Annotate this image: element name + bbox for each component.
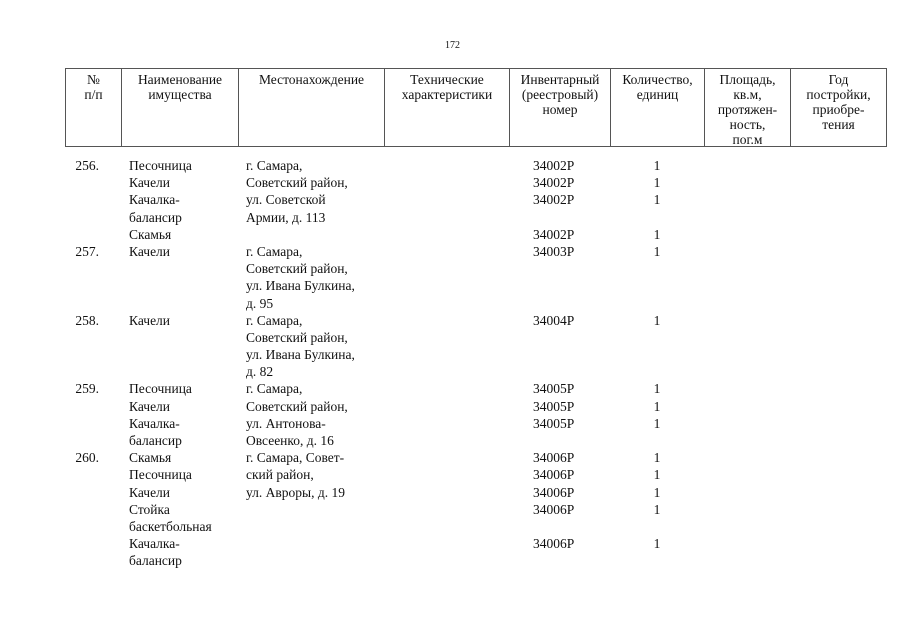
location [238, 157, 384, 243]
quantity-line [610, 277, 704, 294]
item-name-line [129, 363, 238, 380]
location-line [246, 552, 384, 569]
item-name-line: Песочница [129, 381, 192, 397]
table-row [65, 243, 886, 312]
inventory-number-line: 34005Р [533, 398, 575, 414]
table-row [65, 380, 886, 449]
item-name-line [129, 346, 238, 363]
quantity-line: 1 [653, 158, 661, 173]
header-text: пог.м [732, 132, 763, 147]
inventory-number-line [533, 295, 610, 312]
inventory-number-line: 34006Р [533, 467, 575, 483]
header-text: Инвентарный [520, 72, 600, 87]
quantity-line: 1 [653, 467, 661, 483]
item-name-line [129, 260, 238, 277]
quantity-line: 1 [653, 381, 661, 397]
quantity-line: 1 [653, 312, 661, 328]
header-quantity [611, 69, 705, 147]
header-text: тения [822, 117, 855, 132]
inventory-number-line [533, 260, 610, 277]
quantity-line: 1 [653, 243, 661, 259]
header-text: протяжен- [717, 102, 778, 117]
item-name-line [129, 329, 238, 346]
item-name [121, 449, 238, 569]
inventory-number-line: 34005Р [533, 415, 575, 431]
location-line: г. Самара, [246, 243, 303, 259]
item-name-line: Песочница [129, 158, 192, 173]
location [238, 312, 384, 381]
inventory-number-line [533, 432, 610, 449]
item-name-line: Качели [129, 243, 171, 259]
item-name-line: Качалка- [129, 415, 180, 431]
header-text: Наименование [137, 72, 223, 87]
header-text: Площадь, [719, 72, 776, 87]
quantity [610, 157, 704, 243]
item-name [121, 243, 238, 312]
quantity-line [610, 260, 704, 277]
header-inventory [510, 69, 611, 147]
inventory-number [509, 380, 610, 449]
location-line [246, 535, 384, 552]
inventory-number-line: 34004Р [533, 312, 575, 328]
inventory-number-line [533, 346, 610, 363]
row-number: 256. [75, 158, 99, 173]
item-name-line [129, 277, 238, 294]
table-body [65, 157, 886, 570]
item-name-line: Качели [129, 175, 171, 191]
quantity-line [610, 432, 704, 449]
specs-cell [384, 157, 509, 243]
location-line: ский район, [246, 467, 314, 483]
inventory-number-line: 34005Р [533, 381, 575, 397]
page-number: 172 [445, 40, 460, 51]
header-year [791, 69, 887, 147]
location-line: д. 95 [246, 295, 274, 311]
inventory-number-line [533, 277, 610, 294]
inventory-number-line: 34002Р [533, 226, 575, 242]
location-line: г. Самара, [246, 381, 303, 397]
location-line: ул. Советской [246, 192, 326, 208]
quantity-line: 1 [653, 175, 661, 191]
header-text: (реестровый) [521, 87, 599, 102]
item-name-line: Скамья [129, 450, 172, 466]
header-text: п/п [84, 87, 103, 102]
item-name-line: Качалка- [129, 536, 180, 552]
header-text: Количество, [622, 72, 693, 87]
quantity-line: 1 [653, 450, 661, 466]
header-text: Местонахождение [258, 72, 365, 87]
quantity-line [610, 552, 704, 569]
item-name-line: Скамья [129, 226, 172, 242]
inventory-number [509, 157, 610, 243]
specs-cell [384, 449, 509, 569]
quantity [610, 449, 704, 569]
header-number [66, 69, 122, 147]
item-name-line: балансир [129, 553, 182, 569]
location-line: Советский район, [246, 175, 348, 191]
inventory-number-line [533, 363, 610, 380]
quantity-line [610, 295, 704, 312]
item-name [121, 380, 238, 449]
location-line [246, 501, 384, 518]
location-line: ул. Ивана Булкина, [246, 347, 355, 363]
table-row [65, 157, 886, 243]
inventory-number-line: 34006Р [533, 484, 575, 500]
row-number-cell [65, 449, 121, 569]
item-name-line: баскетбольная [129, 518, 212, 534]
row-number-cell [65, 312, 121, 381]
location-line: г. Самара, [246, 158, 303, 173]
location-line: Овсеенко, д. 16 [246, 433, 334, 448]
inventory-number-line: 34006Р [533, 450, 575, 466]
location-line: д. 82 [246, 364, 274, 380]
header-text: имущества [148, 87, 212, 102]
item-name-line: Качели [129, 484, 171, 500]
row-number: 257. [75, 243, 99, 259]
quantity-line: 1 [653, 536, 661, 552]
header-location [239, 69, 385, 147]
quantity-line: 1 [653, 192, 661, 208]
item-name-line: Качели [129, 398, 171, 414]
row-number: 260. [75, 450, 99, 466]
item-name [121, 312, 238, 381]
header-text: постройки, [806, 87, 871, 102]
quantity [610, 312, 704, 381]
item-name [121, 157, 238, 243]
header-text: номер [542, 102, 578, 117]
location-line: ул. Авроры, д. 19 [246, 484, 345, 500]
item-name-line: Песочница [129, 467, 192, 483]
quantity-line: 1 [653, 226, 661, 242]
inventory-number [509, 312, 610, 381]
quantity-line [610, 329, 704, 346]
location-line: ул. Ивана Булкина, [246, 278, 355, 294]
quantity-line [610, 518, 704, 535]
quantity-line: 1 [653, 501, 661, 517]
location [238, 380, 384, 449]
location-line: ул. Антонова- [246, 415, 326, 431]
table-header [65, 68, 887, 147]
quantity-line: 1 [653, 398, 661, 414]
item-name-line [129, 295, 238, 312]
specs-cell [384, 380, 509, 449]
location-line: г. Самара, [246, 312, 303, 328]
item-name-line: балансир [129, 433, 182, 448]
inventory-number [509, 243, 610, 312]
location [238, 449, 384, 569]
location-line: Армии, д. 113 [246, 209, 326, 225]
header-name [122, 69, 239, 147]
row-number-cell [65, 380, 121, 449]
item-name-line: Качели [129, 312, 171, 328]
item-name-line: Стойка [129, 501, 170, 517]
row-number: 259. [75, 381, 99, 397]
row-number-cell [65, 243, 121, 312]
header-specs [385, 69, 510, 147]
header-text: приобре- [812, 102, 865, 117]
quantity-line [610, 209, 704, 226]
inventory-number-line [533, 518, 610, 535]
location-line: г. Самара, Совет- [246, 450, 345, 466]
header-text: Технические [410, 72, 484, 87]
location-line: Советский район, [246, 261, 348, 277]
inventory-number-line: 34002Р [533, 158, 575, 173]
inventory-number-line: 34006Р [533, 501, 575, 517]
inventory-number-line: 34006Р [533, 536, 575, 552]
row-number-cell [65, 157, 121, 243]
header-text: характеристики [401, 87, 493, 102]
header-area [705, 69, 791, 147]
location-line [246, 518, 384, 535]
inventory-number-line: 34002Р [533, 175, 575, 191]
header-text: кв.м, [733, 87, 762, 102]
quantity-line: 1 [653, 415, 661, 431]
inventory-number-line: 34003Р [533, 243, 575, 259]
quantity [610, 243, 704, 312]
item-name-line: Качалка- [129, 192, 180, 208]
location-line: Советский район, [246, 398, 348, 414]
location-line [246, 226, 384, 243]
inventory-number-line: 34002Р [533, 192, 575, 208]
inventory-number-line [533, 209, 610, 226]
table-row [65, 449, 886, 569]
specs-cell [384, 312, 509, 381]
header-row [66, 69, 887, 147]
row-number: 258. [75, 312, 99, 328]
quantity-line: 1 [653, 484, 661, 500]
specs-cell [384, 243, 509, 312]
quantity-line [610, 363, 704, 380]
item-name-line: балансир [129, 209, 182, 225]
inventory-number-line [533, 329, 610, 346]
location-line: Советский район, [246, 329, 348, 345]
inventory-number-line [533, 552, 610, 569]
table-row [65, 312, 886, 381]
quantity [610, 380, 704, 449]
header-text: Год [828, 72, 849, 87]
header-text: № [87, 72, 100, 87]
header-text: единиц [636, 87, 679, 102]
location [238, 243, 384, 312]
header-text: ность, [729, 117, 766, 132]
quantity-line [610, 346, 704, 363]
inventory-number [509, 449, 610, 569]
